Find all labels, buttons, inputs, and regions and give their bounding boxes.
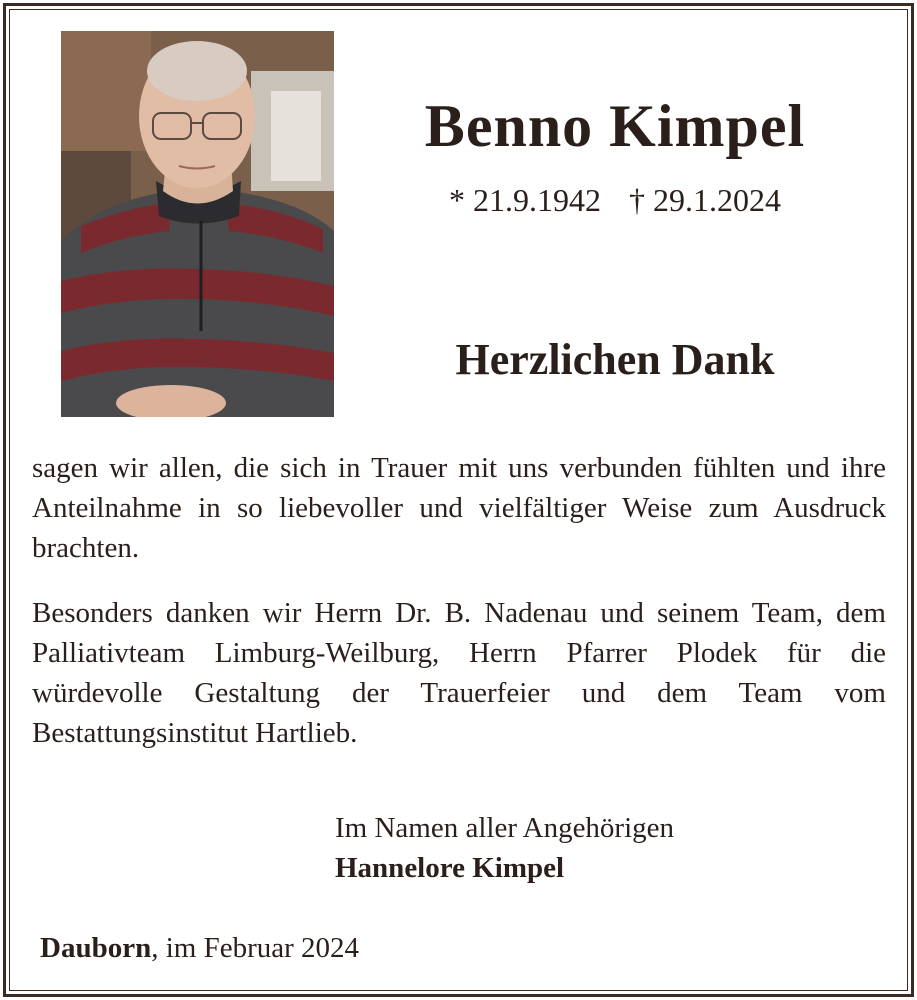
thanks-paragraph-1: sagen wir allen, die sich in Trauer mit uns verbunden fühlten und ihre Anteilnahme in so liebevoller und vielfältiger Weise zum Ausdruck brachten.	[32, 452, 886, 564]
thanks-heading: Herzlichen Dank	[455, 335, 775, 384]
thanks-paragraph-2: Besonders danken wir Herrn Dr. B. Nadenau und seinem Team, dem Palliativteam Limburg-Weilburg, Herrn Pfarrer Plodek für die würdevolle Gestaltung der Trauerfeier und dem Team vom Bestattungsinstitut Hartlieb.	[32, 597, 886, 749]
place-and-date	[40, 928, 359, 968]
life-dates	[370, 182, 860, 219]
death-date: † 29.1.2024	[629, 182, 781, 218]
signature-name: Hannelore Kimpel	[335, 852, 565, 884]
portrait-photo	[61, 31, 334, 417]
date-text: , im Februar 2024	[151, 932, 360, 964]
deceased-name: Benno Kimpel	[424, 93, 806, 159]
signoff-line: Im Namen aller Angehörigen	[335, 812, 675, 844]
signoff-block	[335, 808, 674, 888]
place-name: Dauborn	[40, 932, 152, 964]
birth-date: * 21.9.1942	[449, 182, 601, 218]
